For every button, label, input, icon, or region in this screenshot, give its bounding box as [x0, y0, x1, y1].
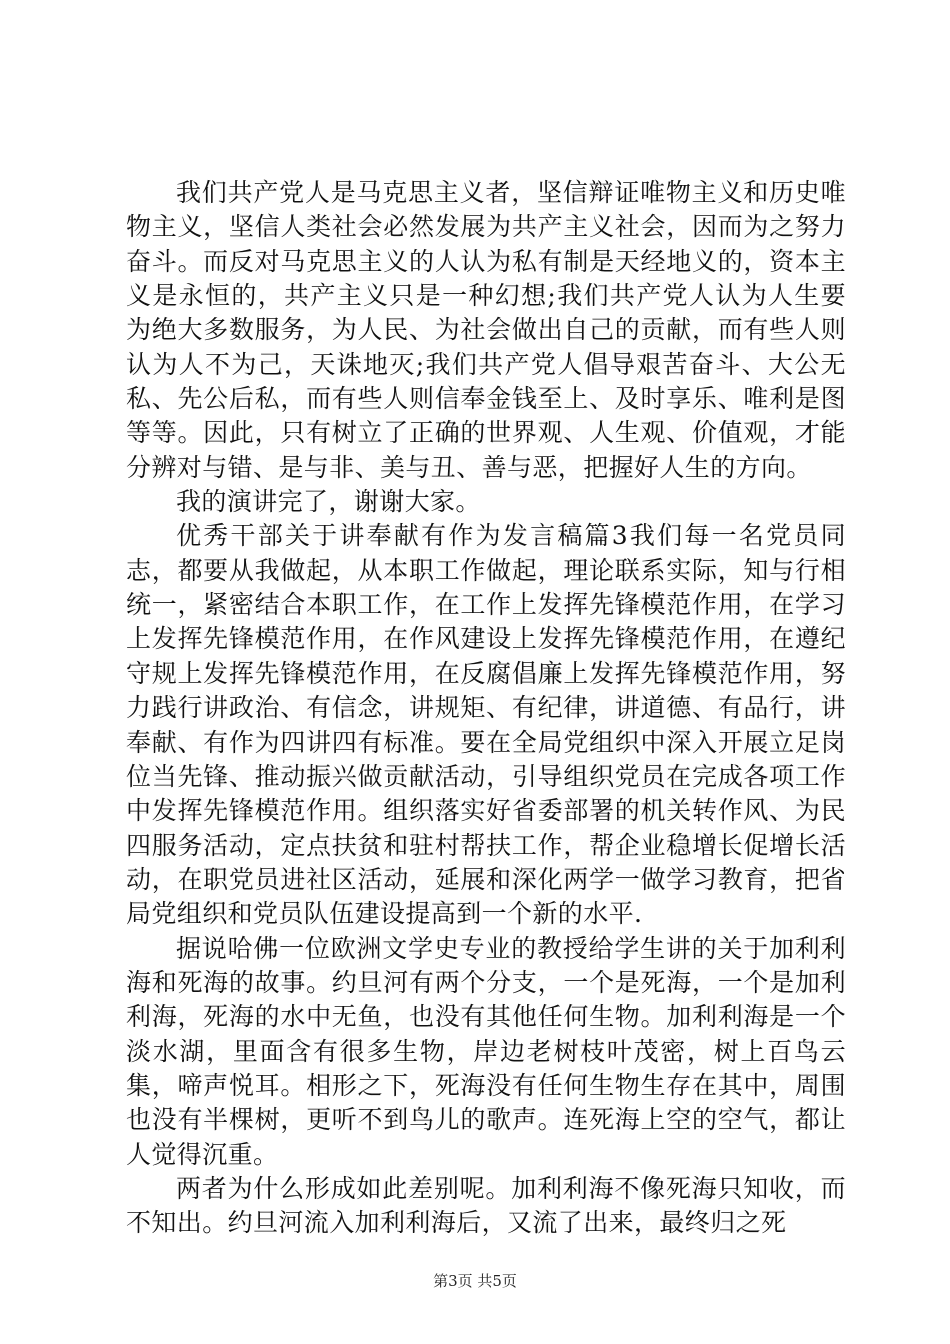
paragraph-1: 我们共产党人是马克思主义者，坚信辩证唯物主义和历史唯物主义，坚信人类社会必然发展为共产主义社会，因而为之努力奋斗。而反对马克思主义的人认为私有制是天经地义的，资本主义是永恒的，共产主义只是一种幻想;我们共产党人认为人生要为绝大多数服务，为人民、为社会做出自己的贡献，而有些人则认为人不为己，天诛地灭;我们共产党人倡导艰苦奋斗、大公无私、先公后私，而有些人则信奉金钱至上、及时享乐、唯利是图等等。因此，只有树立了正确的世界观、人生观、价值观，才能分辨对与错、是与非、美与丑、善与恶，把握好人生的方向。: [126, 178, 846, 482]
paragraph-3: 优秀干部关于讲奉献有作为发言稿篇3我们每一名党员同志，都要从我做起，从本职工作做起，理论联系实际，知与行相统一，紧密结合本职工作，在工作上发挥先锋模范作用，在学习上发挥先锋模范作用，在作风建设上发挥先锋模范作用，在遵纪守规上发挥先锋模范作用，在反腐倡廉上发挥先锋模范作用，努力践行讲政治、有信念，讲规矩、有纪律，讲道德、有品行，讲奉献、有作为四讲四有标准。要在全局党组织中深入开展立足岗位当先锋、推动振兴做贡献活动，引导组织党员在完成各项工作中发挥先锋模范作用。组织落实好省委部署的机关转作风、为民四服务活动，定点扶贫和驻村帮扶工作，帮企业稳增长促增长活动，在职党员进社区活动，延展和深化两学一做学习教育，把省局党组织和党员队伍建设提高到一个新的水平.: [126, 521, 846, 929]
paragraph-4: 据说哈佛一位欧洲文学史专业的教授给学生讲的关于加利利海和死海的故事。约旦河有两个分支，一个是死海，一个是加利利海，死海的水中无鱼，也没有其他任何生物。加利利海是一个淡水湖，里面含有很多生物，岸边老树枝叶茂密，树上百鸟云集，啼声悦耳。相形之下，死海没有任何生物生存在其中，周围也没有半棵树，更听不到鸟儿的歌声。连死海上空的空气，都让人觉得沉重。: [126, 933, 846, 1169]
document-body: [126, 176, 846, 1241]
page-footer: 第3页 共5页: [433, 1272, 517, 1290]
paragraph-5: 两者为什么形成如此差别呢。加利利海不像死海只知收，而不知出。约旦河流入加利利海后，又流了出来，最终归之死: [126, 1173, 846, 1238]
paragraph-2: 我的演讲完了，谢谢大家。: [176, 487, 481, 517]
